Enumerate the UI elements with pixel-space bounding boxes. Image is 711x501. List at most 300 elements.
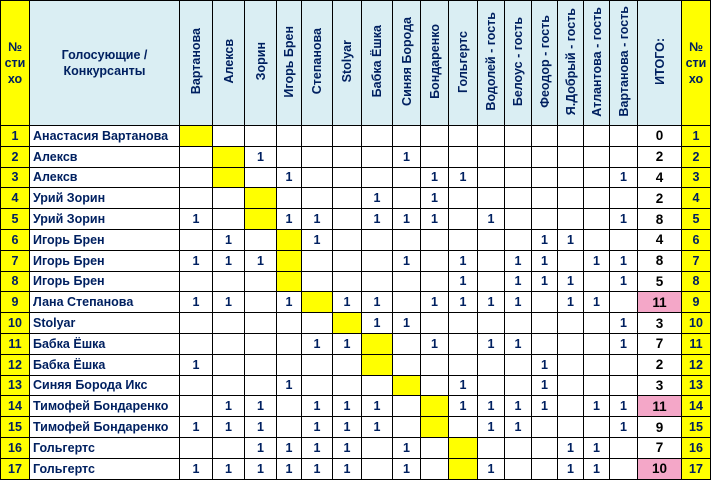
row-number-right: 6 — [682, 229, 711, 250]
self-vote-cell — [180, 126, 213, 147]
total-cell: 8 — [638, 209, 682, 230]
vote-cell — [584, 354, 610, 375]
vote-cell — [610, 292, 638, 313]
vote-cell — [505, 375, 532, 396]
voter-name: Анастасия Вартанова — [30, 126, 180, 147]
total-header-label: ИТОГО: — [652, 38, 667, 85]
vote-cell — [610, 146, 638, 167]
vote-cell — [421, 250, 449, 271]
voter-name: Stolyar — [30, 313, 180, 334]
vote-cell: 1 — [478, 292, 505, 313]
table-row — [1, 271, 711, 292]
vote-cell — [558, 375, 584, 396]
vote-cell — [180, 396, 213, 417]
vote-cell — [532, 126, 558, 147]
vote-cell — [610, 229, 638, 250]
vote-cell — [245, 313, 277, 334]
vote-cell — [180, 188, 213, 209]
vote-cell — [180, 167, 213, 188]
vote-cell — [478, 229, 505, 250]
vote-cell: 1 — [245, 250, 277, 271]
vote-cell — [558, 354, 584, 375]
table-row — [1, 292, 711, 313]
row-number: 1 — [1, 126, 30, 147]
vote-cell: 1 — [180, 209, 213, 230]
table-row — [1, 126, 711, 147]
vote-cell: 1 — [421, 209, 449, 230]
vote-cell — [505, 167, 532, 188]
vote-cell — [558, 417, 584, 438]
vote-cell — [302, 167, 333, 188]
vote-cell — [532, 313, 558, 334]
vote-cell: 1 — [362, 292, 393, 313]
vote-cell: 1 — [277, 375, 302, 396]
vote-cell — [584, 146, 610, 167]
vote-cell — [610, 354, 638, 375]
total-cell: 10 — [638, 458, 682, 479]
vote-cell — [478, 250, 505, 271]
column-header-1 — [180, 1, 213, 126]
column-header-label: Водолей - гость — [484, 12, 498, 111]
vote-cell — [421, 375, 449, 396]
vote-cell — [584, 188, 610, 209]
vote-cell: 1 — [558, 229, 584, 250]
table-row — [1, 209, 711, 230]
vote-cell: 1 — [532, 271, 558, 292]
vote-cell — [333, 188, 362, 209]
voter-name: Бабка Ёшка — [30, 333, 180, 354]
vote-cell: 1 — [505, 250, 532, 271]
vote-cell: 1 — [393, 250, 421, 271]
vote-cell — [584, 333, 610, 354]
vote-cell — [213, 209, 245, 230]
column-header-label: Зорин — [253, 42, 268, 81]
vote-cell: 1 — [449, 375, 478, 396]
vote-cell: 1 — [180, 292, 213, 313]
vote-cell — [180, 229, 213, 250]
self-vote-cell — [449, 458, 478, 479]
voter-name: Урий Зорин — [30, 188, 180, 209]
vote-cell — [213, 333, 245, 354]
column-header-7 — [362, 1, 393, 126]
column-header-label: Я.Добрый - гость — [563, 7, 578, 116]
vote-cell — [245, 167, 277, 188]
vote-cell — [393, 188, 421, 209]
vote-cell — [302, 313, 333, 334]
vote-cell: 1 — [610, 250, 638, 271]
vote-cell: 1 — [478, 396, 505, 417]
vote-cell — [610, 437, 638, 458]
vote-cell: 1 — [302, 417, 333, 438]
vote-cell: 1 — [277, 437, 302, 458]
voter-name: Бабка Ёшка — [30, 354, 180, 375]
vote-cell — [558, 396, 584, 417]
row-number: 2 — [1, 146, 30, 167]
vote-cell — [449, 188, 478, 209]
table-row — [1, 458, 711, 479]
vote-cell — [362, 437, 393, 458]
vote-cell — [213, 354, 245, 375]
vote-cell — [277, 126, 302, 147]
vote-cell — [213, 375, 245, 396]
vote-cell: 1 — [213, 417, 245, 438]
vote-cell — [449, 229, 478, 250]
voter-name: Урий Зорин — [30, 209, 180, 230]
voter-name: Синяя Борода Икс — [30, 375, 180, 396]
vote-cell — [333, 126, 362, 147]
vote-cell: 1 — [449, 292, 478, 313]
row-number-right: 11 — [682, 333, 711, 354]
vote-cell — [449, 333, 478, 354]
vote-cell — [584, 209, 610, 230]
vote-cell — [478, 126, 505, 147]
vote-cell — [277, 396, 302, 417]
vote-cell: 1 — [333, 396, 362, 417]
vote-cell — [333, 354, 362, 375]
voter-name: Тимофей Бондаренко — [30, 396, 180, 417]
self-vote-cell — [277, 229, 302, 250]
row-number-right: 2 — [682, 146, 711, 167]
vote-cell — [277, 354, 302, 375]
vote-cell — [245, 271, 277, 292]
vote-cell: 1 — [302, 396, 333, 417]
vote-cell — [393, 333, 421, 354]
voter-name: Игорь Брен — [30, 229, 180, 250]
vote-cell: 1 — [532, 354, 558, 375]
row-number: 11 — [1, 333, 30, 354]
vote-cell — [362, 126, 393, 147]
total-cell: 4 — [638, 167, 682, 188]
vote-cell — [333, 229, 362, 250]
vote-cell — [449, 209, 478, 230]
vote-cell: 1 — [610, 167, 638, 188]
total-cell: 3 — [638, 375, 682, 396]
vote-cell: 1 — [362, 188, 393, 209]
vote-cell — [558, 250, 584, 271]
vote-cell — [302, 146, 333, 167]
vote-cell: 1 — [362, 396, 393, 417]
row-number: 13 — [1, 375, 30, 396]
vote-cell: 1 — [333, 458, 362, 479]
column-header-13 — [532, 1, 558, 126]
vote-cell: 1 — [478, 209, 505, 230]
column-header-label: Вартанова - гость — [616, 6, 631, 117]
vote-cell — [362, 250, 393, 271]
vote-cell — [584, 126, 610, 147]
total-cell: 11 — [638, 396, 682, 417]
row-number-right: 3 — [682, 167, 711, 188]
total-cell: 7 — [638, 333, 682, 354]
vote-cell: 1 — [393, 458, 421, 479]
column-header-label: Белоус - гость — [511, 16, 525, 107]
vote-cell — [302, 188, 333, 209]
vote-cell: 1 — [393, 146, 421, 167]
vote-cell: 1 — [302, 229, 333, 250]
vote-cell — [333, 375, 362, 396]
row-number: 14 — [1, 396, 30, 417]
row-number: 9 — [1, 292, 30, 313]
vote-cell: 1 — [532, 396, 558, 417]
column-header-8 — [393, 1, 421, 126]
vote-cell — [393, 229, 421, 250]
vote-cell — [449, 146, 478, 167]
vote-cell — [505, 229, 532, 250]
row-number-right: 13 — [682, 375, 711, 396]
vote-cell — [505, 354, 532, 375]
vote-cell — [333, 146, 362, 167]
vote-cell — [302, 354, 333, 375]
vote-cell — [505, 146, 532, 167]
vote-cell: 1 — [610, 209, 638, 230]
vote-cell: 1 — [558, 458, 584, 479]
vote-cell: 1 — [213, 458, 245, 479]
row-number: 17 — [1, 458, 30, 479]
vote-cell — [610, 126, 638, 147]
vote-cell: 1 — [213, 229, 245, 250]
self-vote-cell — [245, 188, 277, 209]
vote-cell: 1 — [478, 458, 505, 479]
vote-cell: 1 — [421, 167, 449, 188]
row-number-right: 1 — [682, 126, 711, 147]
vote-cell — [532, 437, 558, 458]
vote-cell: 1 — [478, 333, 505, 354]
row-number: 10 — [1, 313, 30, 334]
vote-cell: 1 — [505, 396, 532, 417]
vote-cell — [333, 167, 362, 188]
vote-cell — [610, 375, 638, 396]
vote-cell — [584, 167, 610, 188]
vote-cell — [421, 437, 449, 458]
vote-cell — [532, 167, 558, 188]
vote-cell — [393, 354, 421, 375]
table-row — [1, 188, 711, 209]
vote-cell: 1 — [333, 417, 362, 438]
vote-cell — [505, 458, 532, 479]
vote-cell — [449, 354, 478, 375]
row-number-header-right: № сти хо — [682, 1, 711, 126]
row-number: 6 — [1, 229, 30, 250]
row-number: 3 — [1, 167, 30, 188]
vote-cell: 1 — [302, 458, 333, 479]
vote-cell — [478, 313, 505, 334]
vote-cell — [449, 313, 478, 334]
vote-cell — [478, 146, 505, 167]
total-cell: 5 — [638, 271, 682, 292]
vote-cell — [558, 167, 584, 188]
vote-cell — [478, 437, 505, 458]
vote-cell: 1 — [610, 271, 638, 292]
vote-cell: 1 — [505, 417, 532, 438]
vote-cell: 1 — [213, 292, 245, 313]
vote-cell: 1 — [421, 333, 449, 354]
table-row — [1, 437, 711, 458]
column-header-4 — [277, 1, 302, 126]
row-number: 8 — [1, 271, 30, 292]
vote-cell: 1 — [362, 313, 393, 334]
table-row — [1, 313, 711, 334]
table-body — [1, 1, 711, 480]
vote-cell: 1 — [277, 292, 302, 313]
vote-cell: 1 — [393, 209, 421, 230]
column-header-label: Гольгертс — [456, 30, 470, 93]
vote-cell: 1 — [610, 313, 638, 334]
self-vote-cell — [277, 271, 302, 292]
vote-cell — [558, 146, 584, 167]
self-vote-cell — [302, 292, 333, 313]
vote-cell — [180, 313, 213, 334]
vote-cell — [180, 375, 213, 396]
vote-cell: 1 — [584, 437, 610, 458]
vote-cell — [558, 333, 584, 354]
vote-cell — [213, 437, 245, 458]
vote-cell — [362, 271, 393, 292]
vote-cell — [333, 209, 362, 230]
vote-cell — [558, 126, 584, 147]
vote-cell: 1 — [213, 396, 245, 417]
vote-cell — [532, 188, 558, 209]
vote-cell: 1 — [333, 333, 362, 354]
self-vote-cell — [213, 167, 245, 188]
table-row — [1, 229, 711, 250]
vote-cell — [393, 292, 421, 313]
vote-cell — [478, 375, 505, 396]
vote-cell — [277, 188, 302, 209]
column-header-label: Атлантова - гость — [589, 6, 604, 117]
total-cell: 2 — [638, 146, 682, 167]
vote-cell — [505, 126, 532, 147]
vote-cell — [213, 188, 245, 209]
vote-cell: 1 — [584, 292, 610, 313]
vote-cell: 1 — [277, 167, 302, 188]
vote-cell: 1 — [180, 458, 213, 479]
vote-cell: 1 — [558, 271, 584, 292]
row-number-right: 7 — [682, 250, 711, 271]
self-vote-cell — [245, 209, 277, 230]
total-cell: 2 — [638, 354, 682, 375]
vote-cell — [333, 271, 362, 292]
voter-name: Гольгертс — [30, 437, 180, 458]
vote-cell — [532, 209, 558, 230]
vote-cell — [532, 146, 558, 167]
vote-cell: 1 — [362, 417, 393, 438]
row-number-right: 12 — [682, 354, 711, 375]
vote-cell: 1 — [584, 250, 610, 271]
vote-cell: 1 — [449, 250, 478, 271]
column-header-10 — [449, 1, 478, 126]
column-header-6 — [333, 1, 362, 126]
vote-cell — [558, 313, 584, 334]
column-header-label: Бондаренко — [427, 24, 442, 99]
vote-cell — [505, 437, 532, 458]
column-header-label: Игорь Брен — [282, 25, 296, 98]
self-vote-cell — [362, 333, 393, 354]
vote-cell: 1 — [421, 188, 449, 209]
total-cell: 4 — [638, 229, 682, 250]
vote-cell: 1 — [532, 229, 558, 250]
vote-cell — [302, 375, 333, 396]
vote-cell — [245, 126, 277, 147]
vote-cell — [362, 146, 393, 167]
column-header-label: Вартанова — [189, 28, 203, 95]
row-number-right: 15 — [682, 417, 711, 438]
table-row — [1, 167, 711, 188]
total-cell: 2 — [638, 188, 682, 209]
vote-cell — [584, 271, 610, 292]
column-header-label: Феодор - гость — [537, 15, 552, 108]
vote-cell — [584, 375, 610, 396]
vote-cell — [421, 313, 449, 334]
vote-cell — [558, 209, 584, 230]
column-header-12 — [505, 1, 532, 126]
vote-cell — [532, 333, 558, 354]
vote-cell — [245, 333, 277, 354]
vote-cell — [393, 167, 421, 188]
vote-cell: 1 — [584, 396, 610, 417]
row-number-right: 4 — [682, 188, 711, 209]
table-row — [1, 146, 711, 167]
vote-cell — [505, 313, 532, 334]
vote-cell — [180, 437, 213, 458]
vote-cell: 1 — [421, 292, 449, 313]
vote-cell: 1 — [277, 458, 302, 479]
vote-cell: 1 — [245, 458, 277, 479]
vote-cell: 1 — [180, 417, 213, 438]
self-vote-cell — [421, 396, 449, 417]
self-vote-cell — [333, 313, 362, 334]
vote-cell — [302, 271, 333, 292]
vote-cell — [393, 417, 421, 438]
row-number-header: № сти хо — [1, 1, 30, 126]
total-cell: 7 — [638, 437, 682, 458]
vote-cell: 1 — [449, 271, 478, 292]
vote-cell: 1 — [610, 417, 638, 438]
vote-cell — [213, 313, 245, 334]
vote-cell: 1 — [449, 167, 478, 188]
vote-cell: 1 — [532, 375, 558, 396]
vote-cell: 1 — [532, 250, 558, 271]
vote-cell — [421, 146, 449, 167]
row-number-right: 14 — [682, 396, 711, 417]
table-row — [1, 396, 711, 417]
total-cell: 3 — [638, 313, 682, 334]
vote-cell: 1 — [245, 437, 277, 458]
vote-cell: 1 — [449, 396, 478, 417]
vote-cell — [478, 167, 505, 188]
vote-cell: 1 — [393, 313, 421, 334]
vote-cell — [478, 354, 505, 375]
vote-cell — [213, 126, 245, 147]
vote-cell — [584, 417, 610, 438]
vote-cell: 1 — [302, 333, 333, 354]
vote-cell: 1 — [610, 333, 638, 354]
total-cell: 9 — [638, 417, 682, 438]
voter-name: Алексв — [30, 146, 180, 167]
vote-cell — [362, 375, 393, 396]
total-cell: 8 — [638, 250, 682, 271]
vote-cell — [277, 333, 302, 354]
self-vote-cell — [421, 417, 449, 438]
vote-cell: 1 — [478, 417, 505, 438]
vote-cell: 1 — [505, 271, 532, 292]
vote-cell — [584, 313, 610, 334]
vote-cell: 1 — [558, 437, 584, 458]
vote-cell: 1 — [213, 250, 245, 271]
vote-cell — [421, 271, 449, 292]
vote-cell: 1 — [393, 437, 421, 458]
row-number: 7 — [1, 250, 30, 271]
vote-cell — [505, 209, 532, 230]
vote-cell: 1 — [505, 333, 532, 354]
